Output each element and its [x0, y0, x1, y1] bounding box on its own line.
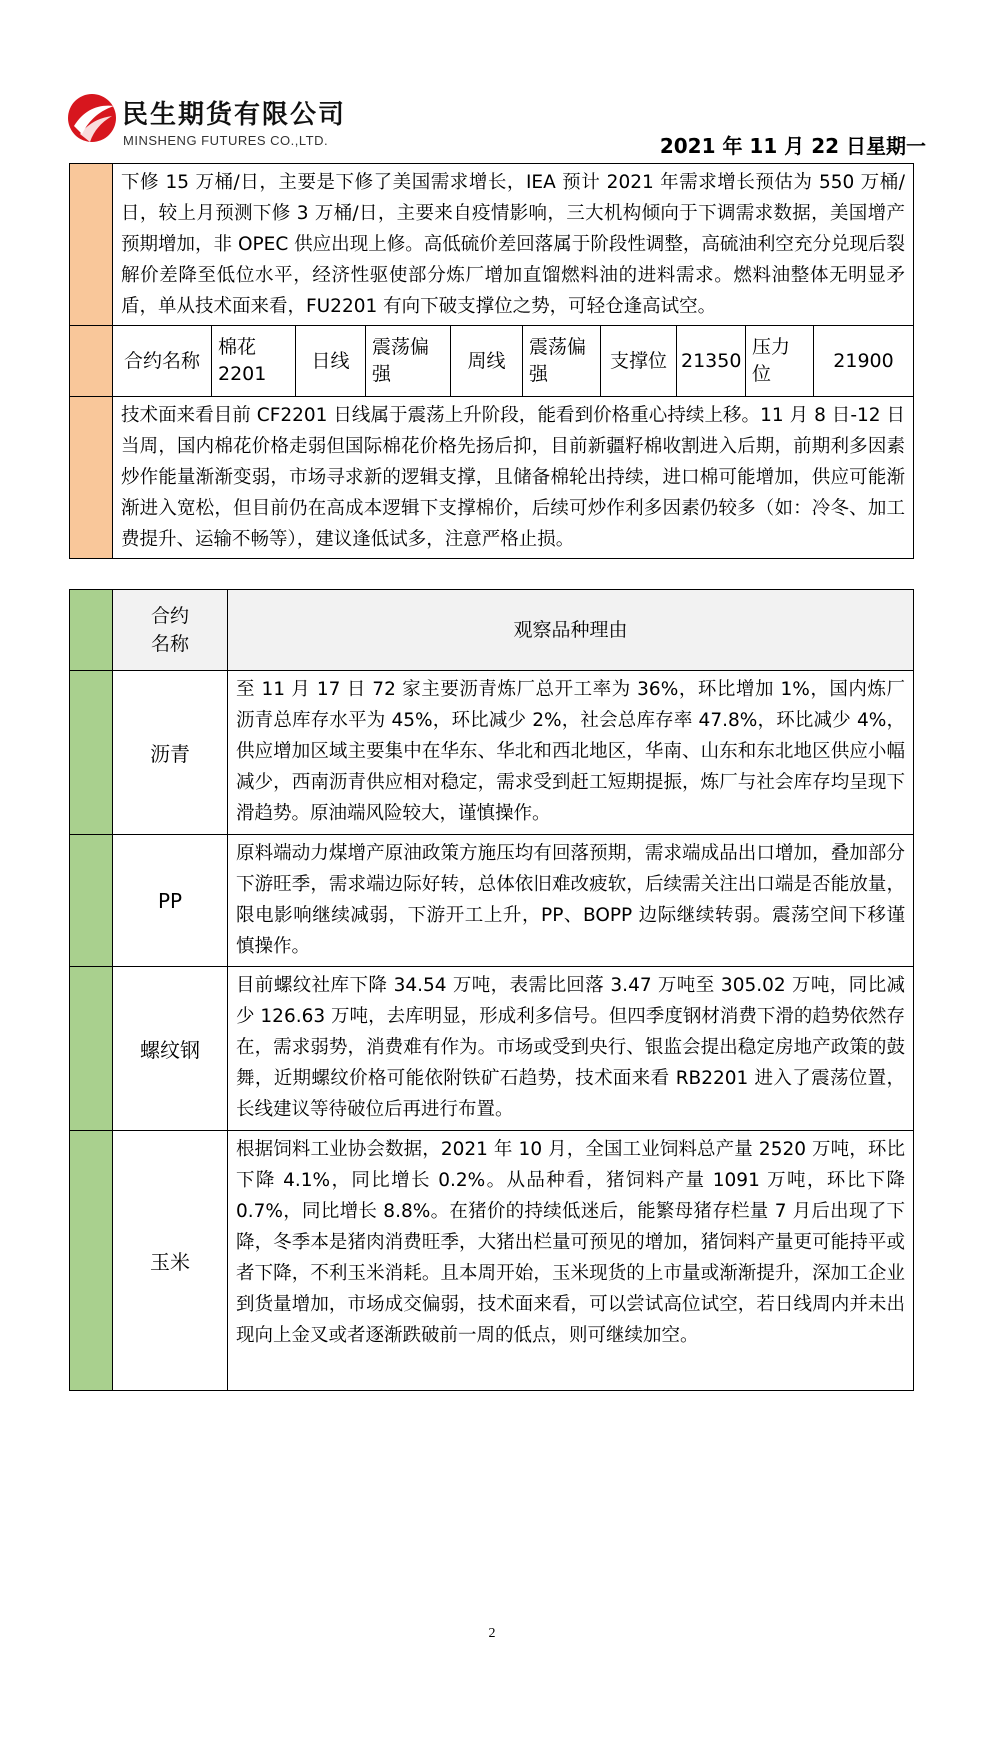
- resistance-value: 21900: [814, 326, 914, 397]
- table-row: [70, 967, 914, 1131]
- variety-name: PP: [113, 835, 228, 967]
- report-date: 2021 年 11 月 22 日星期一: [659, 134, 926, 158]
- side-bar-orange: [70, 164, 113, 326]
- variety-reason: 原料端动力煤增产原油政策方施压均有回落预期，需求端成品出口增加，叠加部分下游旺季，需求端边际好转，总体依旧难改疲软，后续需关注出口端是否能放量，限电影响继续减弱，下游开工上升，PP、BOPP 边际继续转弱。震荡空间下移谨慎操作。: [228, 835, 914, 967]
- side-bar-green: [70, 671, 113, 835]
- daily-value: 震荡偏强: [366, 326, 451, 397]
- fuel-oil-row: [70, 164, 914, 326]
- observation-header-row: [70, 590, 914, 671]
- observation-table: [69, 589, 914, 1391]
- fuel-cotton-table: [69, 163, 914, 559]
- table-row: [70, 1131, 914, 1391]
- contract-value: 棉花 2201: [212, 326, 296, 397]
- column-header-reason: 观察品种理由: [228, 590, 914, 671]
- variety-name: 螺纹钢: [113, 967, 228, 1131]
- company-name-en: MINSHENG FUTURES CO.,LTD.: [123, 133, 329, 148]
- cotton-analysis: 技术面来看目前 CF2201 日线属于震荡上升阶段，能看到价格重心持续上移。11 月 8 日-12 日当周，国内棉花价格走弱但国际棉花价格先扬后抑，目前新疆籽棉收割进入后期，前期利多因素炒作能量渐渐变弱，市场寻求新的逻辑支撑，且储备棉轮出持续，进口棉可能增加，供应可能渐渐进入宽松，但目前仍在高成本逻辑下支撑棉价，后续可炒作利多因素仍较多（如：冷冬、加工费提升、运输不畅等），建议逢低试多，注意严格止损。: [113, 397, 914, 559]
- cotton-analysis-row: [70, 397, 914, 559]
- side-bar-orange: [70, 326, 113, 397]
- page-number: 2: [488, 1626, 496, 1641]
- variety-reason: 目前螺纹社库下降 34.54 万吨，表需比回落 3.47 万吨至 305.02 万吨，同比减少 126.63 万吨，去库明显，形成利多信号。但四季度钢材消费下滑的趋势依然存在，需求弱势，消费难有作为。市场或受到央行、银监会提出稳定房地产政策的鼓舞，近期螺纹价格可能依附铁矿石趋势，技术面来看 RB2201 进入了震荡位置，长线建议等待破位后再进行布置。: [228, 967, 914, 1131]
- variety-name: 沥青: [113, 671, 228, 835]
- company-name-cn: 民生期货有限公司: [122, 100, 347, 130]
- weekly-label: 周线: [451, 326, 523, 397]
- support-value: 21350: [677, 326, 746, 397]
- table-row: [70, 671, 914, 835]
- weekly-value: 震荡偏强: [523, 326, 601, 397]
- daily-label: 日线: [296, 326, 366, 397]
- support-label: 支撑位: [601, 326, 677, 397]
- side-bar-green: [70, 590, 113, 671]
- resistance-label: 压力位: [746, 326, 814, 397]
- variety-name: 玉米: [113, 1131, 228, 1391]
- fuel-oil-analysis: 下修 15 万桶/日，主要是下修了美国需求增长，IEA 预计 2021 年需求增长预估为 550 万桶/日，较上月预测下修 3 万桶/日，主要来自疫情影响，三大机构倾向于下调需求数据，美国增产预期增加，非 OPEC 供应出现上修。高低硫价差回落属于阶段性调整，高硫油利空充分兑现后裂解价差降至低位水平，经济性驱使部分炼厂增加直馏燃料油的进料需求。燃料油整体无明显矛盾，单从技术面来看，FU2201 有向下破支撑位之势，可轻仓逢高试空。: [113, 164, 914, 326]
- variety-reason: 根据饲料工业协会数据，2021 年 10 月，全国工业饲料总产量 2520 万吨，环比下降 4.1%，同比增长 0.2%。从品种看，猪饲料产量 1091 万吨，环比下降 0.7%，同比增长 8.8%。在猪价的持续低迷后，能繁母猪存栏量 7 月后出现了下降，冬季本是猪肉消费旺季，大猪出栏量可预见的增加，猪饲料产量更可能持平或者下降，不利玉米消耗。且本周开始，玉米现货的上市量或渐渐提升，深加工企业到货量增加，市场成交偏弱，技术面来看，可以尝试高位试空，若日线周内并未出现向上金叉或者逐渐跌破前一周的低点，则可继续加空。: [228, 1131, 914, 1391]
- page-header: [0, 0, 984, 160]
- variety-reason: 至 11 月 17 日 72 家主要沥青炼厂总开工率为 36%，环比增加 1%，国内炼厂沥青总库存水平为 45%，环比减少 2%，社会总库存率 47.8%，环比减少 4%，供应增加区域主要集中在华东、华北和西北地区，华南、山东和东北地区供应小幅减少，西南沥青供应相对稳定，需求受到赶工短期提振，炼厂与社会库存均呈现下滑趋势。原油端风险较大，谨慎操作。: [228, 671, 914, 835]
- contract-label: 合约名称: [113, 326, 212, 397]
- table-row: [70, 835, 914, 967]
- cotton-summary-row: [70, 326, 914, 397]
- logo-mark-icon: [66, 90, 118, 146]
- side-bar-green: [70, 1131, 113, 1391]
- side-bar-green: [70, 967, 113, 1131]
- side-bar-orange: [70, 397, 113, 559]
- side-bar-green: [70, 835, 113, 967]
- column-header-name: 合约名称: [113, 590, 228, 671]
- company-logo: [66, 90, 366, 154]
